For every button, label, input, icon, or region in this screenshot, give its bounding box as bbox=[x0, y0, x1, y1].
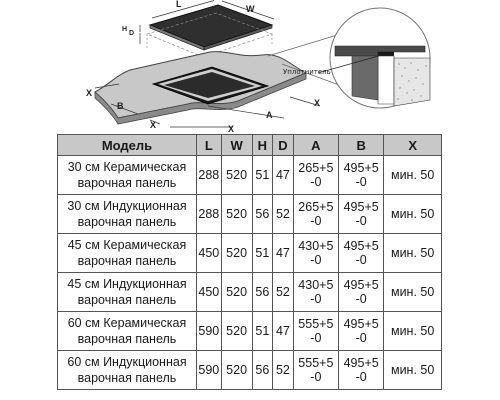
header-model: Модель bbox=[58, 135, 197, 156]
dim-label-x-left: X bbox=[86, 88, 93, 98]
dim-label-l: L bbox=[176, 0, 182, 9]
cell-b-value: 495+5 bbox=[343, 161, 379, 175]
cell-w: 520 bbox=[221, 195, 252, 234]
table-header-row bbox=[58, 135, 442, 156]
cell-b bbox=[339, 195, 384, 234]
cell-model bbox=[58, 312, 197, 351]
cell-a bbox=[293, 273, 338, 312]
cell-a-value: 430+5 bbox=[298, 278, 334, 292]
header-a: A bbox=[293, 135, 338, 156]
header-l: L bbox=[196, 135, 221, 156]
cell-x: мин. 50 bbox=[384, 351, 442, 390]
dim-label-x-front: X bbox=[150, 120, 157, 130]
cell-model bbox=[58, 273, 197, 312]
cell-a-tolerance: -0 bbox=[310, 370, 322, 384]
cell-d: 52 bbox=[273, 351, 294, 390]
cell-a bbox=[293, 195, 338, 234]
model-name: 60 см Индукционная bbox=[67, 355, 187, 369]
cell-a-value: 265+5 bbox=[298, 200, 334, 214]
cell-d: 47 bbox=[273, 156, 294, 195]
cell-d: 47 bbox=[273, 312, 294, 351]
cell-b-tolerance: -0 bbox=[355, 331, 367, 345]
cell-w: 520 bbox=[221, 351, 252, 390]
cell-b bbox=[339, 156, 384, 195]
cell-b bbox=[339, 273, 384, 312]
cell-a bbox=[293, 312, 338, 351]
dim-label-x-bottom: X bbox=[228, 124, 235, 133]
header-b: B bbox=[339, 135, 384, 156]
cell-a-value: 555+5 bbox=[298, 356, 334, 370]
model-type: варочная панель bbox=[77, 254, 177, 268]
cell-b-value: 495+5 bbox=[343, 356, 379, 370]
cell-a-tolerance: -0 bbox=[310, 214, 322, 228]
cell-l: 590 bbox=[196, 351, 221, 390]
model-name: 60 см Керамическая bbox=[67, 316, 187, 330]
dim-label-w: W bbox=[246, 4, 255, 14]
cell-d: 52 bbox=[273, 195, 294, 234]
cell-b-tolerance: -0 bbox=[355, 253, 367, 267]
dim-label-a: A bbox=[266, 110, 273, 120]
dim-label-d: D bbox=[129, 30, 135, 37]
cell-b bbox=[339, 312, 384, 351]
cell-b-tolerance: -0 bbox=[355, 175, 367, 189]
cell-x: мин. 50 bbox=[384, 156, 442, 195]
cell-w: 520 bbox=[221, 156, 252, 195]
cell-a-value: 555+5 bbox=[298, 317, 334, 331]
cell-l: 288 bbox=[196, 195, 221, 234]
cell-model bbox=[58, 234, 197, 273]
cell-h: 56 bbox=[252, 195, 273, 234]
cell-a-tolerance: -0 bbox=[310, 331, 322, 345]
model-type: варочная панель bbox=[77, 215, 177, 229]
table-row bbox=[58, 351, 442, 390]
header-h: H bbox=[252, 135, 273, 156]
cell-h: 56 bbox=[252, 273, 273, 312]
cell-h: 56 bbox=[252, 351, 273, 390]
cell-a bbox=[293, 156, 338, 195]
cell-model bbox=[58, 351, 197, 390]
cell-b bbox=[339, 351, 384, 390]
dim-label-b: B bbox=[117, 101, 124, 111]
cell-a-tolerance: -0 bbox=[310, 253, 322, 267]
cell-model bbox=[58, 156, 197, 195]
cell-l: 450 bbox=[196, 273, 221, 312]
dim-label-h: H bbox=[122, 26, 128, 33]
cell-h: 51 bbox=[252, 234, 273, 273]
cell-b-value: 495+5 bbox=[343, 200, 379, 214]
table-row bbox=[58, 156, 442, 195]
cell-l: 590 bbox=[196, 312, 221, 351]
cell-a-tolerance: -0 bbox=[310, 292, 322, 306]
dim-label-x-right: X bbox=[314, 98, 321, 108]
cell-model bbox=[58, 195, 197, 234]
cell-d: 47 bbox=[273, 234, 294, 273]
cell-w: 520 bbox=[221, 234, 252, 273]
cell-d: 52 bbox=[273, 273, 294, 312]
cell-b-tolerance: -0 bbox=[355, 292, 367, 306]
table-row bbox=[58, 195, 442, 234]
cell-a-value: 430+5 bbox=[298, 239, 334, 253]
seal-label: Уплотнитель bbox=[283, 68, 331, 76]
header-x: X bbox=[384, 135, 442, 156]
dimensions-table bbox=[57, 134, 442, 390]
cell-w: 520 bbox=[221, 312, 252, 351]
zoom-callout bbox=[268, 8, 430, 108]
cell-x: мин. 50 bbox=[384, 234, 442, 273]
cell-l: 288 bbox=[196, 156, 221, 195]
cell-a-value: 265+5 bbox=[298, 161, 334, 175]
cell-h: 51 bbox=[252, 156, 273, 195]
model-name: 45 см Керамическая bbox=[67, 238, 187, 252]
model-type: варочная панель bbox=[77, 332, 177, 346]
cell-l: 450 bbox=[196, 234, 221, 273]
model-type: варочная панель bbox=[77, 293, 177, 307]
cell-w: 520 bbox=[221, 273, 252, 312]
model-name: 45 см Индукционная bbox=[67, 277, 187, 291]
installation-diagram bbox=[0, 0, 500, 133]
cell-b-value: 495+5 bbox=[343, 278, 379, 292]
cell-b-value: 495+5 bbox=[343, 317, 379, 331]
cell-b-tolerance: -0 bbox=[355, 214, 367, 228]
cell-a bbox=[293, 351, 338, 390]
cell-x: мин. 50 bbox=[384, 312, 442, 351]
table-row bbox=[58, 234, 442, 273]
cell-b bbox=[339, 234, 384, 273]
header-d: D bbox=[273, 135, 294, 156]
cell-b-tolerance: -0 bbox=[355, 370, 367, 384]
model-name: 30 см Индукционная bbox=[67, 199, 187, 213]
model-type: варочная панель bbox=[77, 371, 177, 385]
cell-h: 51 bbox=[252, 312, 273, 351]
model-name: 30 см Керамическая bbox=[67, 160, 187, 174]
cell-x: мин. 50 bbox=[384, 273, 442, 312]
cell-a-tolerance: -0 bbox=[310, 175, 322, 189]
countertop bbox=[95, 52, 306, 124]
model-type: варочная панель bbox=[77, 176, 177, 190]
cell-a bbox=[293, 234, 338, 273]
table-row bbox=[58, 312, 442, 351]
cell-b-value: 495+5 bbox=[343, 239, 379, 253]
cell-x: мин. 50 bbox=[384, 195, 442, 234]
header-w: W bbox=[221, 135, 252, 156]
table-row bbox=[58, 273, 442, 312]
